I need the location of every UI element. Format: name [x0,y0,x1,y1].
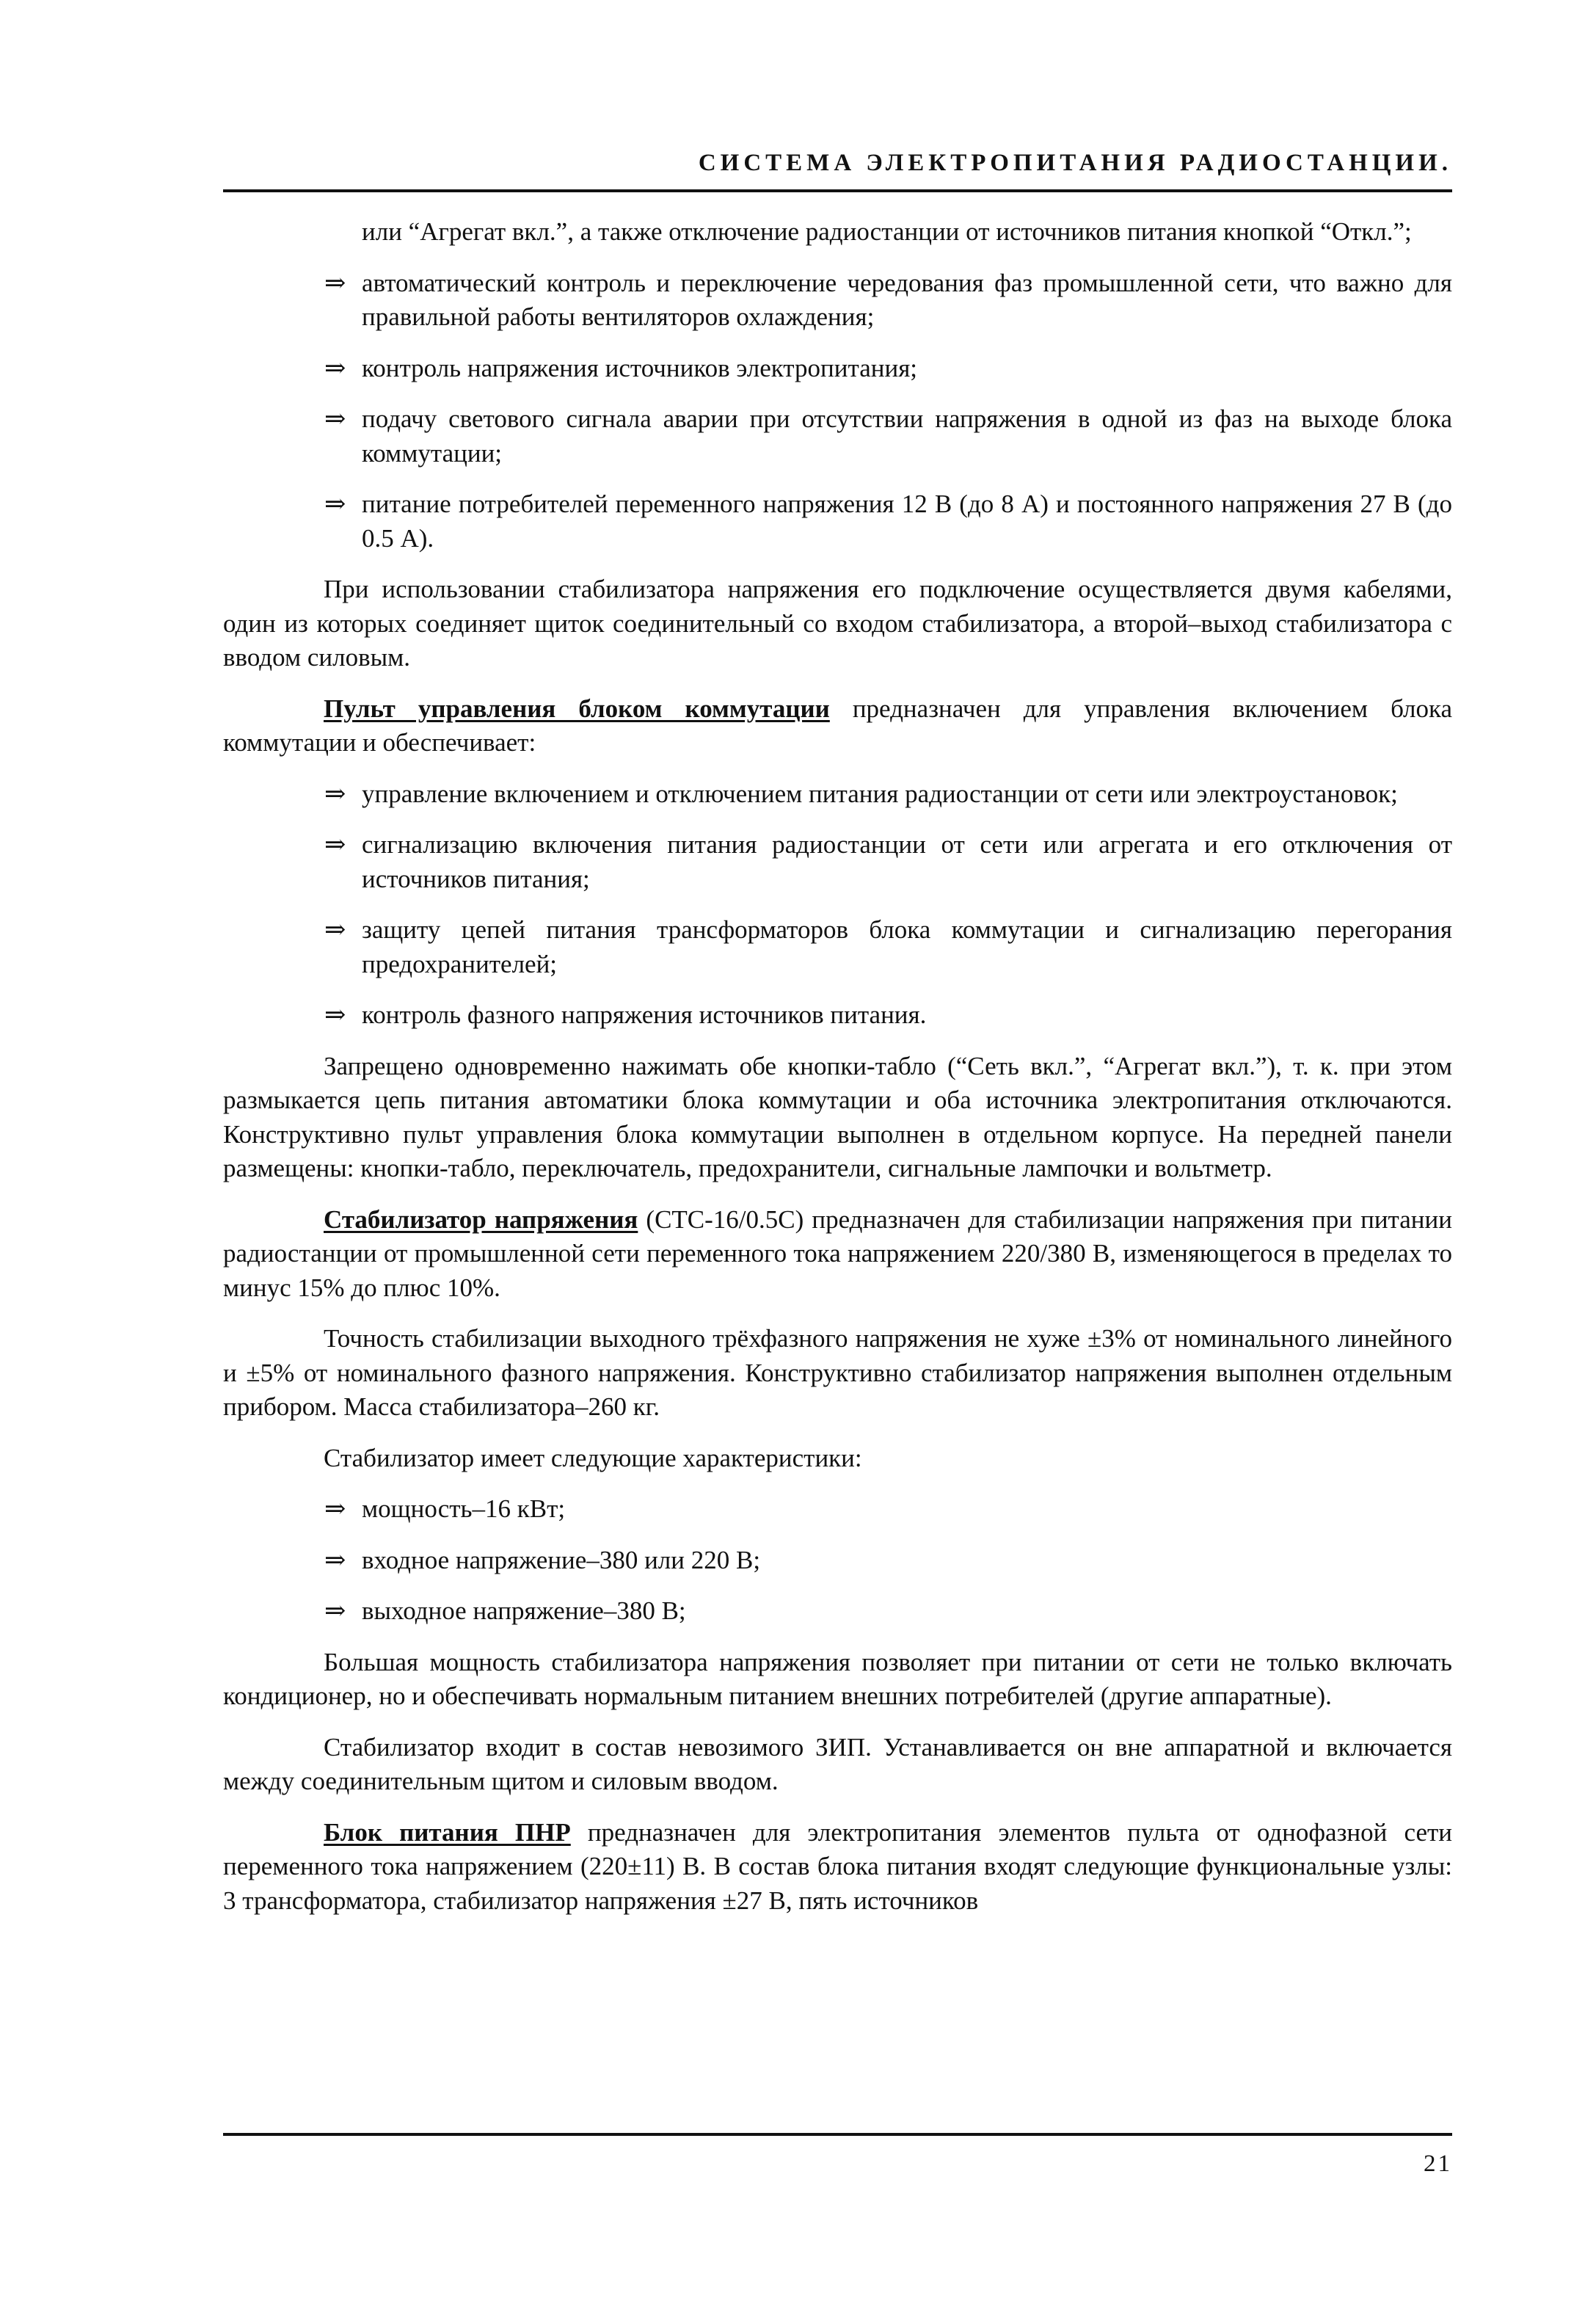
arrow-icon: ⇒ [324,404,346,433]
footer-rule [223,2133,1452,2136]
arrow-icon: ⇒ [324,268,346,297]
arrow-icon: ⇒ [324,1596,346,1625]
paragraph-text: предназначен для управления включением блока коммутации и обеспечивает: [223,694,1452,757]
list-item [324,998,1452,1033]
paragraph-power: Большая мощность стабилизатора напряжения позволяет при питании от сети не только включать кондиционер, но и обеспечивать нормальным питанием внешних потребителей (другие аппаратные). [223,1647,1452,1710]
list-item [324,777,1452,812]
arrow-icon: ⇒ [324,490,346,518]
list-item-text: контроль напряжения источников электропитания; [362,353,918,382]
list-item-text: выходное напряжение–380 В; [362,1596,686,1625]
list-item-text: сигнализацию включения питания радиостанции от сети или агрегата и его отключения от источников питания; [362,830,1452,893]
arrow-icon: ⇒ [324,1545,346,1574]
arrow-icon: ⇒ [324,1000,346,1029]
arrow-icon: ⇒ [324,1494,346,1523]
section-heading-stabilizer: Стабилизатор напряжения [324,1204,638,1234]
paragraph-forbidden: Запрещено одновременно нажимать обе кнопки-табло (“Сеть вкл.”, “Агрегат вкл.”), т. к. при этом размыкается цепь питания автоматики блока коммутации и оба источника электропитания отключаются. Конструктивно пульт управления блока коммутации выполнен в отдельном корпусе. На передней панели размещены: кнопки-табло, переключатель, предохранители, сигнальные лампочки и вольтметр. [223,1051,1452,1182]
list-item-text: автоматический контроль и переключение чередования фаз промышленной сети, что важно для правильной работы вентиляторов охлаждения; [362,268,1452,331]
paragraph-text: предназначен для электропитания элементов пульта от однофазной сети переменного тока напряжением (220±11) В. В состав блока питания входят следующие функциональные узлы: 3 трансформатора, стабилизатор напряжения ±27 В, пять источников [223,1817,1452,1915]
list-item [324,266,1452,335]
continuation-paragraph: или “Агрегат вкл.”, а также отключение радиостанции от источников питания кнопкой “Откл.”; [362,217,1412,246]
list-item-text: питание потребителей переменного напряжения 12 В (до 8 А) и постоянного напряжения 27 В (до 0.5 А). [362,490,1452,553]
list-item-text: защиту цепей питания трансформаторов блока коммутации и сигнализацию перегорания предохранителей; [362,915,1452,978]
body-text [223,215,1452,1935]
section-heading-power-unit: Блок питания ПНР [324,1817,571,1847]
list-item [324,828,1452,896]
paragraph-text: (СТС-16/0.5С) предназначен для стабилизации напряжения при питании радиостанции от промышленной сети переменного тока напряжением 220/380 В, изменяющегося в пределах то минус 15% до плюс 10%. [223,1204,1453,1302]
arrow-icon: ⇒ [324,353,346,382]
paragraph-accuracy: Точность стабилизации выходного трёхфазного напряжения не хуже ±3% от номинального линейного и ±5% от номинального фазного напряжения. Конструктивно стабилизатор напряжения выполнен отдельным прибором. Масса стабилизатора–260 кг. [223,1324,1452,1421]
list-item [324,1544,1452,1578]
list-item [324,487,1452,556]
paragraph-characteristics: Стабилизатор имеет следующие характеристики: [324,1443,862,1472]
paragraph-power-unit [223,1816,1452,1919]
list-item [324,913,1452,981]
list-item-text: мощность–16 кВт; [362,1494,566,1523]
list-item [324,1594,1452,1629]
page-number: 21 [1424,2151,1452,2177]
paragraph-control-panel [223,692,1452,760]
arrow-icon: ⇒ [324,915,346,944]
list-item [324,402,1452,470]
list-item-text: входное напряжение–380 или 220 В; [362,1545,761,1574]
arrow-icon: ⇒ [324,779,346,808]
arrow-icon: ⇒ [324,830,346,859]
running-header: СИСТЕМА ЭЛЕКТРОПИТАНИЯ РАДИОСТАНЦИИ. [698,150,1452,176]
paragraph-zip: Стабилизатор входит в состав невозимого ЗИП. Устанавливается он вне аппаратной и включается между соединительным щитом и силовым вводом. [223,1732,1452,1795]
header-rule [223,189,1452,192]
list-item-text: подачу светового сигнала аварии при отсутствии напряжения в одной из фаз на выходе блока коммутации; [362,404,1452,468]
list-item-text: контроль фазного напряжения источников питания. [362,1000,927,1029]
list-item-text: управление включением и отключением питания радиостанции от сети или электроустановок; [362,779,1398,808]
section-heading-control-panel: Пульт управления блоком коммутации [324,694,830,723]
paragraph-stabilizer [223,1203,1452,1306]
list-item [324,1492,1452,1527]
list-item [324,352,1452,386]
paragraph-stabilizer-connection: При использовании стабилизатора напряжения его подключение осуществляется двумя кабелями, один из которых соединяет щиток соединительный со входом стабилизатора, а второй–выход стабилизатора с вводом силовым. [223,575,1452,672]
